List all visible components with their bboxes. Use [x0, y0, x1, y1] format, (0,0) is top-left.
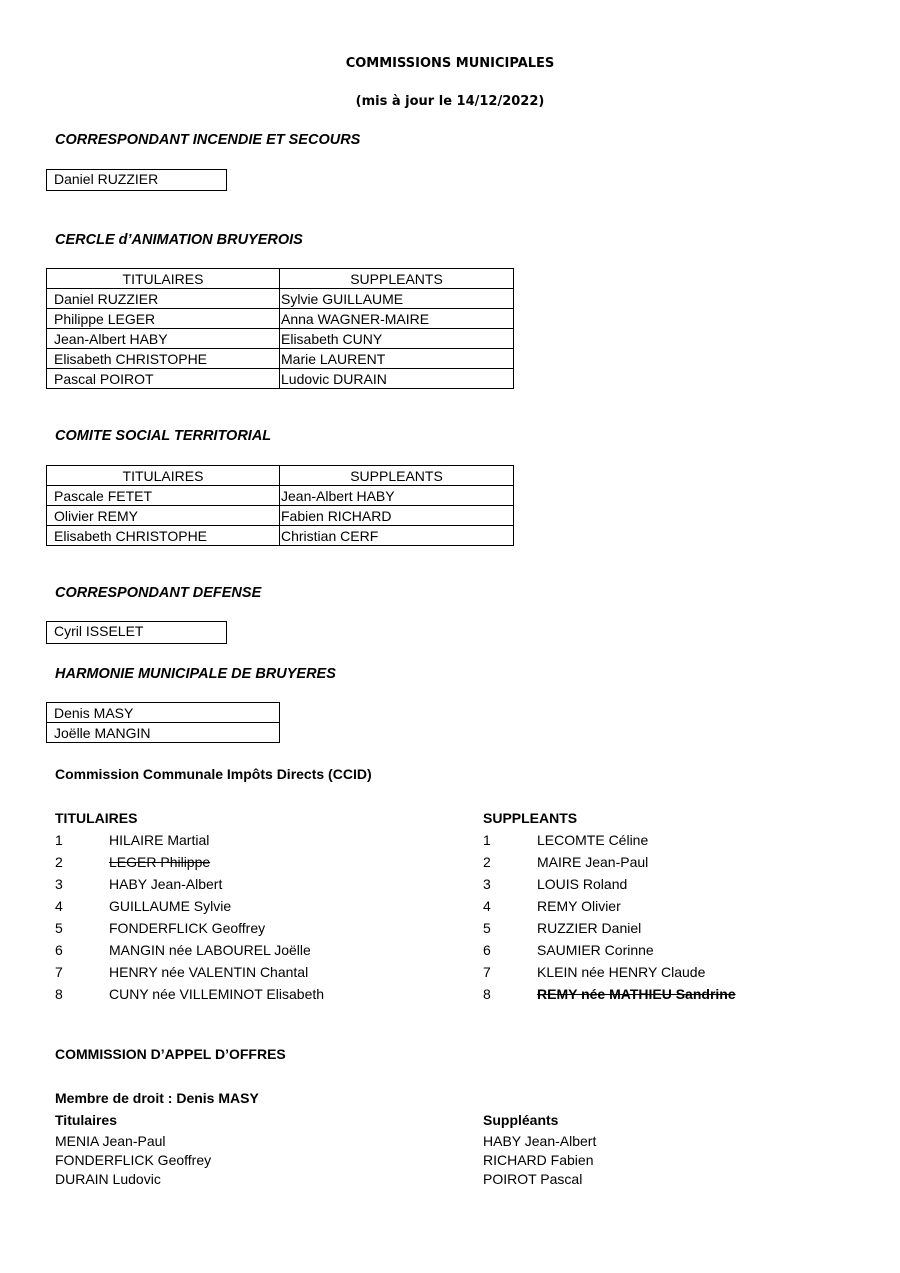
item-number: 6 [483, 942, 491, 958]
item-name-struck: LEGER Philippe [109, 854, 211, 870]
section-heading-comite: COMITE SOCIAL TERRITORIAL [55, 428, 272, 444]
list-item: HABY Jean-Albert [483, 1133, 597, 1149]
suppleant-cell: Elisabeth CUNY [280, 329, 514, 349]
section-heading-cercle: CERCLE d’ANIMATION BRUYEROIS [55, 232, 303, 248]
item-number: 3 [483, 876, 491, 892]
table-row [47, 369, 514, 389]
item-number: 6 [55, 942, 63, 958]
item-number: 7 [55, 964, 63, 980]
suppleant-cell: Marie LAURENT [280, 349, 514, 369]
table-row [47, 526, 514, 546]
item-name: SAUMIER Corinne [537, 942, 654, 958]
ccid-suppleants-label: SUPPLEANTS [483, 810, 578, 826]
item-number: 2 [483, 854, 491, 870]
cercle-table [46, 268, 514, 389]
suppleant-cell: Fabien RICHARD [280, 506, 514, 526]
cao-membre-droit: Membre de droit : Denis MASY [55, 1090, 259, 1106]
defense-name-box [46, 621, 227, 644]
item-name: CUNY née VILLEMINOT Elisabeth [109, 986, 325, 1002]
suppleant-cell: Sylvie GUILLAUME [280, 289, 514, 309]
column-header-suppleants: SUPPLEANTS [280, 269, 514, 289]
item-name: HENRY née VALENTIN Chantal [109, 964, 309, 980]
table-header-row [47, 269, 514, 289]
item-number: 5 [483, 920, 491, 936]
item-number: 1 [55, 832, 63, 848]
column-header-titulaires: TITULAIRES [47, 269, 280, 289]
harmonie-member: Joëlle MANGIN [47, 723, 280, 743]
table-row [47, 289, 514, 309]
item-name: MANGIN née LABOUREL Joëlle [109, 942, 311, 958]
item-name: MAIRE Jean-Paul [537, 854, 649, 870]
titulaire-cell: Elisabeth CHRISTOPHE [47, 349, 280, 369]
list-item: DURAIN Ludovic [55, 1171, 161, 1187]
table-row [47, 309, 514, 329]
section-heading-defense: CORRESPONDANT DEFENSE [55, 585, 262, 601]
table-row [47, 506, 514, 526]
section-heading-ccid: Commission Communale Impôts Directs (CCID) [55, 766, 372, 782]
cao-suppleants-label: Suppléants [483, 1112, 559, 1128]
section-heading-cao: COMMISSION D’APPEL D’OFFRES [55, 1046, 286, 1062]
table-row [47, 723, 280, 743]
item-name: LOUIS Roland [537, 876, 628, 892]
table-row [47, 349, 514, 369]
list-item: MENIA Jean-Paul [55, 1133, 166, 1149]
list-item: RICHARD Fabien [483, 1152, 594, 1168]
section-heading-harmonie: HARMONIE MUNICIPALE DE BRUYERES [55, 666, 336, 682]
suppleant-cell: Ludovic DURAIN [280, 369, 514, 389]
item-number: 1 [483, 832, 491, 848]
table-row [47, 329, 514, 349]
incendie-name-box [46, 169, 227, 191]
titulaire-cell: Pascale FETET [47, 486, 280, 506]
harmonie-table [46, 702, 280, 743]
list-item: POIROT Pascal [483, 1171, 583, 1187]
item-name: REMY Olivier [537, 898, 621, 914]
item-number: 7 [483, 964, 491, 980]
item-name: HABY Jean-Albert [109, 876, 223, 892]
item-name: FONDERFLICK Geoffrey [109, 920, 266, 936]
harmonie-member: Denis MASY [47, 703, 280, 723]
table-row [47, 486, 514, 506]
titulaire-cell: Daniel RUZZIER [47, 289, 280, 309]
table-header-row [47, 466, 514, 486]
item-number: 2 [55, 854, 63, 870]
table-row [47, 703, 280, 723]
document-title: COMMISSIONS MUNICIPALES [345, 56, 555, 71]
ccid-titulaires-label: TITULAIRES [55, 810, 138, 826]
suppleant-cell: Jean-Albert HABY [280, 486, 514, 506]
item-name: HILAIRE Martial [109, 832, 210, 848]
item-name: RUZZIER Daniel [537, 920, 642, 936]
item-number: 5 [55, 920, 63, 936]
suppleant-cell: Anna WAGNER-MAIRE [280, 309, 514, 329]
item-name: KLEIN née HENRY Claude [537, 964, 706, 980]
titulaire-cell: Olivier REMY [47, 506, 280, 526]
suppleant-cell: Christian CERF [280, 526, 514, 546]
column-header-titulaires: TITULAIRES [47, 466, 280, 486]
item-name: LECOMTE Céline [537, 832, 649, 848]
cao-titulaires-label: Titulaires [55, 1112, 117, 1128]
titulaire-cell: Elisabeth CHRISTOPHE [47, 526, 280, 546]
list-item: FONDERFLICK Geoffrey [55, 1152, 212, 1168]
section-heading-incendie: CORRESPONDANT INCENDIE ET SECOURS [55, 132, 361, 148]
item-number: 4 [55, 898, 63, 914]
titulaire-cell: Pascal POIROT [47, 369, 280, 389]
titulaire-cell: Philippe LEGER [47, 309, 280, 329]
update-date: (mis à jour le 14/12/2022) [355, 94, 545, 109]
titulaire-cell: Jean-Albert HABY [47, 329, 280, 349]
incendie-name: Daniel RUZZIER [54, 171, 159, 187]
item-name-struck: REMY née MATHIEU Sandrine [537, 986, 736, 1002]
comite-table [46, 465, 514, 546]
item-name: GUILLAUME Sylvie [109, 898, 232, 914]
item-number: 4 [483, 898, 491, 914]
item-number: 8 [55, 986, 63, 1002]
column-header-suppleants: SUPPLEANTS [280, 466, 514, 486]
item-number: 3 [55, 876, 63, 892]
defense-name: Cyril ISSELET [54, 623, 144, 639]
item-number: 8 [483, 986, 491, 1002]
